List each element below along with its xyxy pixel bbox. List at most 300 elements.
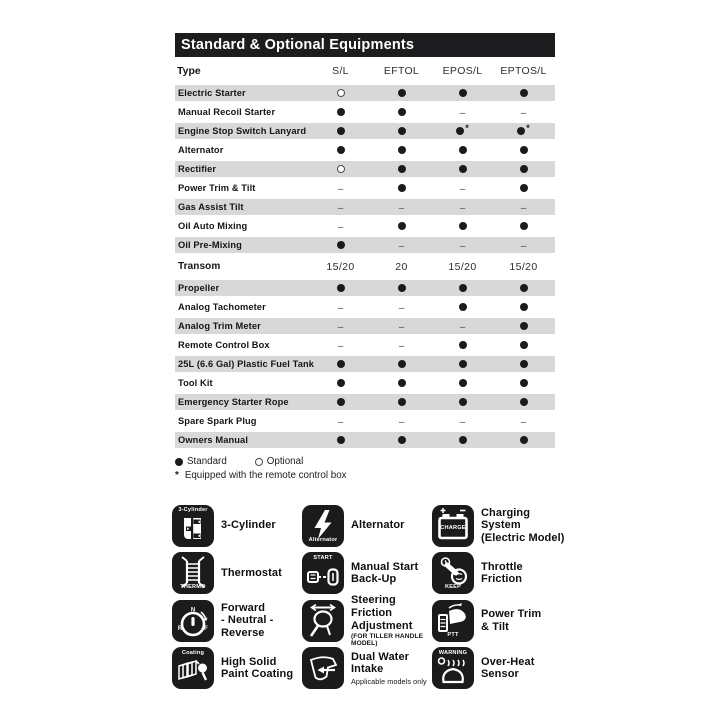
table-row	[175, 432, 555, 448]
table-cell	[432, 258, 493, 274]
no-equipment-dash: –	[520, 108, 527, 119]
no-equipment-dash: –	[520, 241, 527, 252]
steering-friction-icon-glyph	[302, 600, 344, 642]
table-row	[175, 280, 555, 296]
feature-label-line: Intake	[351, 663, 384, 676]
table-cell	[371, 199, 432, 215]
feature-card	[432, 552, 567, 594]
manual-start-icon	[302, 552, 344, 594]
table-row	[175, 318, 555, 334]
feature-label-line: Thermostat	[221, 566, 282, 579]
table-cell	[493, 299, 554, 315]
table-cell	[310, 123, 371, 139]
standard-dot-icon	[337, 360, 345, 368]
standard-dot-icon	[520, 322, 528, 330]
throttle-friction-icon-caption: KEEP	[444, 584, 462, 591]
table-cell	[371, 161, 432, 177]
coating-icon	[172, 647, 214, 689]
table-row	[175, 161, 555, 177]
standard-dot-icon	[398, 379, 406, 387]
table-cell	[493, 318, 554, 334]
feature-sublabel: Applicable models only	[351, 676, 427, 686]
feature-label	[351, 651, 427, 676]
table-column-headers	[175, 57, 555, 85]
feature-label	[481, 656, 534, 681]
standard-dot-icon	[520, 184, 528, 192]
feature-card	[172, 647, 302, 689]
feature-text	[351, 561, 418, 586]
coating-icon-caption: Coating	[181, 649, 205, 656]
throttle-friction-icon	[432, 552, 474, 594]
table-row	[175, 375, 555, 391]
power-trim-tilt-icon	[432, 600, 474, 642]
table-cell	[432, 394, 493, 410]
table-cell	[493, 161, 554, 177]
table-cell	[310, 299, 371, 315]
table-cell	[493, 237, 554, 253]
table-cell	[493, 142, 554, 158]
no-equipment-dash: –	[398, 341, 405, 352]
table-cell	[432, 318, 493, 334]
table-cell	[310, 142, 371, 158]
no-equipment-dash: –	[337, 322, 344, 333]
feature-card	[302, 552, 432, 594]
feature-card	[432, 600, 567, 642]
overheat-sensor-icon-caption: WARNING	[438, 649, 468, 656]
table-cell	[493, 218, 554, 234]
table-cell	[310, 413, 371, 429]
standard-dot-icon	[459, 303, 467, 311]
standard-dot-icon	[459, 89, 467, 97]
feature-label-line: Forward	[221, 601, 266, 614]
feature-text	[221, 656, 293, 681]
table-cell	[371, 258, 432, 274]
no-equipment-dash: –	[520, 203, 527, 214]
standard-dot-icon	[459, 398, 467, 406]
row-label: Power Trim & Tilt	[178, 183, 256, 193]
feature-label-line: Back-Up	[351, 573, 397, 586]
no-equipment-dash: –	[337, 303, 344, 314]
table-cell	[310, 394, 371, 410]
table-row	[175, 199, 555, 215]
standard-dot-icon	[459, 341, 467, 349]
model-column-header-sl: S/L	[332, 65, 349, 77]
table-cell	[493, 85, 554, 101]
feature-label-line: Power Trim	[481, 608, 542, 621]
standard-dot-icon	[520, 360, 528, 368]
feature-text	[481, 656, 534, 681]
standard-dot-icon	[520, 222, 528, 230]
feature-label-line: Sensor	[481, 668, 519, 681]
table-row	[175, 142, 555, 158]
table-row	[175, 256, 555, 276]
table-cell	[310, 337, 371, 353]
transom-value: 20	[395, 261, 408, 273]
feature-label-line: Friction	[481, 573, 523, 586]
legend-optional	[255, 456, 304, 467]
table-cell	[432, 375, 493, 391]
feature-label-line: Over-Heat	[481, 655, 535, 668]
standard-dot-icon	[520, 146, 528, 154]
standard-dot-icon	[520, 284, 528, 292]
feature-text	[481, 507, 567, 545]
table-row	[175, 356, 555, 372]
table-row	[175, 413, 555, 429]
no-equipment-dash: –	[398, 203, 405, 214]
row-label: Analog Trim Meter	[178, 321, 261, 331]
row-label: Tool Kit	[178, 378, 213, 388]
table-cell	[310, 85, 371, 101]
table-row	[175, 218, 555, 234]
legend-standard	[175, 456, 227, 467]
row-label: Engine Stop Switch Lanyard	[178, 126, 307, 136]
row-label: Spare Spark Plug	[178, 416, 257, 426]
table-cell	[432, 161, 493, 177]
table-cell	[432, 85, 493, 101]
feature-label-line: & Tilt	[481, 620, 509, 633]
standard-dot-icon	[337, 379, 345, 387]
feature-card	[172, 552, 302, 594]
feature-label	[481, 608, 541, 633]
feature-card	[172, 600, 302, 642]
standard-dot-icon	[459, 165, 467, 173]
feature-card	[302, 647, 432, 689]
no-equipment-dash: –	[398, 303, 405, 314]
standard-dot-icon	[398, 146, 406, 154]
row-label: Gas Assist Tilt	[178, 202, 244, 212]
table-cell	[310, 180, 371, 196]
standard-dot-icon	[520, 89, 528, 97]
three-cylinder-icon	[172, 505, 214, 547]
row-label: Oil Auto Mixing	[178, 221, 248, 231]
remote-box-asterisk: *	[526, 123, 530, 133]
feature-label-line: Charging System	[481, 506, 531, 532]
transom-row-container	[175, 256, 555, 276]
standard-dot-icon	[398, 127, 406, 135]
table-cell	[310, 199, 371, 215]
table-cell	[493, 258, 554, 274]
three-cylinder-icon-caption: 3-Cylinder	[178, 507, 208, 514]
table-cell	[493, 104, 554, 120]
table-cell	[432, 104, 493, 120]
standard-dot-icon	[520, 398, 528, 406]
feature-card	[302, 505, 432, 547]
feature-card	[432, 505, 567, 547]
table-cell	[371, 318, 432, 334]
table-cell	[432, 280, 493, 296]
standard-dot-icon	[517, 127, 525, 135]
table-cell	[371, 123, 432, 139]
alternator-icon	[302, 505, 344, 547]
table-cell	[493, 123, 554, 139]
standard-dot-icon	[459, 146, 467, 154]
feature-label-line: - Neutral -	[221, 614, 274, 627]
type-column-header: Type	[177, 65, 201, 77]
standard-dot-icon	[398, 108, 406, 116]
standard-dot-icon	[398, 222, 406, 230]
feature-label	[221, 602, 273, 640]
no-equipment-dash: –	[337, 184, 344, 195]
table-title: Standard & Optional Equipments	[175, 33, 555, 57]
model-column-header-eftol: EFTOL	[383, 65, 420, 77]
table-cell	[310, 218, 371, 234]
table-row	[175, 180, 555, 196]
legend-footnote	[175, 470, 555, 481]
standard-dot-icon	[520, 379, 528, 387]
thermostat-icon	[172, 552, 214, 594]
table-cell	[493, 199, 554, 215]
standard-dot-icon	[520, 165, 528, 173]
table-cell	[432, 299, 493, 315]
feature-label-line: High Solid	[221, 655, 277, 668]
transom-value: 15/20	[326, 261, 355, 273]
svg-text:R: R	[177, 625, 183, 632]
equipment-rows-section-2	[175, 280, 555, 448]
equipment-table	[175, 33, 555, 481]
power-trim-tilt-icon-caption: PTT	[447, 631, 459, 638]
standard-dot-icon	[459, 222, 467, 230]
table-cell	[310, 356, 371, 372]
table-cell	[432, 123, 493, 139]
feature-label-line: Adjustment	[351, 619, 413, 632]
table-cell	[493, 337, 554, 353]
charging-system-icon	[432, 505, 474, 547]
no-equipment-dash: –	[337, 417, 344, 428]
feature-label-line: Alternator	[351, 519, 405, 532]
standard-dot-icon	[337, 108, 345, 116]
feature-label	[221, 656, 293, 681]
no-equipment-dash: –	[398, 417, 405, 428]
table-cell	[310, 237, 371, 253]
feature-label-line: Paint Coating	[221, 668, 294, 681]
feature-label-line: Dual Water	[351, 650, 410, 663]
table-cell	[432, 432, 493, 448]
table-cell	[371, 237, 432, 253]
standard-dot-icon	[520, 303, 528, 311]
table-cell	[493, 394, 554, 410]
table-row	[175, 299, 555, 315]
standard-dot-icon	[520, 341, 528, 349]
standard-dot-icon	[520, 436, 528, 444]
standard-dot-icon	[459, 436, 467, 444]
standard-dot-icon	[398, 436, 406, 444]
table-cell	[371, 142, 432, 158]
forward-neutral-reverse-icon	[172, 600, 214, 642]
table-row	[175, 337, 555, 353]
standard-dot-icon	[337, 398, 345, 406]
steering-friction-icon	[302, 600, 344, 642]
no-equipment-dash: –	[459, 241, 466, 252]
standard-dot-icon	[456, 127, 464, 135]
no-equipment-dash: –	[459, 417, 466, 428]
model-column-header-eptosl: EPTOS/L	[500, 65, 547, 77]
row-label: Transom	[178, 260, 221, 272]
standard-dot-icon	[459, 360, 467, 368]
remote-box-asterisk: *	[465, 123, 469, 133]
table-cell	[432, 337, 493, 353]
optional-circle-icon	[337, 89, 345, 97]
standard-dot-icon	[459, 284, 467, 292]
feature-label	[481, 507, 567, 545]
table-cell	[310, 258, 371, 274]
row-label: Electric Starter	[178, 88, 246, 98]
feature-label-line: Steering Friction	[351, 594, 396, 619]
standard-dot-icon	[175, 458, 183, 466]
feature-label	[221, 567, 282, 580]
table-cell	[310, 104, 371, 120]
manual-start-icon-caption: START	[313, 554, 333, 561]
row-label: Oil Pre-Mixing	[178, 240, 242, 250]
table-cell	[371, 218, 432, 234]
equipment-rows-section-1	[175, 85, 555, 253]
table-cell	[371, 394, 432, 410]
table-cell	[493, 356, 554, 372]
transom-value: 15/20	[448, 261, 477, 273]
table-cell	[371, 432, 432, 448]
table-row	[175, 394, 555, 410]
table-cell	[310, 280, 371, 296]
feature-text	[351, 594, 432, 647]
standard-dot-icon	[398, 184, 406, 192]
optional-circle-icon	[255, 458, 263, 466]
alternator-icon-caption: Alternator	[308, 536, 338, 543]
table-row	[175, 85, 555, 101]
row-label: 25L (6.6 Gal) Plastic Fuel Tank	[178, 359, 315, 369]
optional-circle-icon	[337, 165, 345, 173]
svg-text:N: N	[190, 607, 196, 614]
standard-dot-icon	[398, 165, 406, 173]
table-cell	[493, 280, 554, 296]
table-cell	[432, 237, 493, 253]
table-cell	[310, 432, 371, 448]
no-equipment-dash: –	[520, 417, 527, 428]
standard-dot-icon	[337, 436, 345, 444]
charging-system-icon-caption: CHARGE	[440, 524, 466, 531]
feature-text	[221, 567, 282, 580]
table-cell	[493, 413, 554, 429]
legend-optional-label: Optional	[266, 456, 304, 467]
row-label: Analog Tachometer	[178, 302, 266, 312]
feature-text	[481, 608, 541, 633]
footnote-text: Equipped with the remote control box	[184, 470, 347, 481]
table-cell	[371, 413, 432, 429]
table-row	[175, 123, 555, 139]
table-cell	[371, 299, 432, 315]
feature-label-line: Throttle	[481, 560, 523, 573]
standard-dot-icon	[337, 127, 345, 135]
table-cell	[371, 85, 432, 101]
overheat-sensor-icon	[432, 647, 474, 689]
standard-dot-icon	[337, 146, 345, 154]
feature-label-line: Manual Start	[351, 560, 419, 573]
legend-standard-label: Standard	[187, 456, 227, 467]
table-cell	[371, 180, 432, 196]
feature-label-line: Reverse	[221, 627, 265, 640]
feature-text	[481, 561, 523, 586]
standard-dot-icon	[398, 360, 406, 368]
table-cell	[371, 356, 432, 372]
row-label: Propeller	[178, 283, 220, 293]
no-equipment-dash: –	[398, 241, 405, 252]
table-cell	[371, 375, 432, 391]
standard-dot-icon	[337, 284, 345, 292]
transom-value: 15/20	[509, 261, 538, 273]
no-equipment-dash: –	[459, 108, 466, 119]
table-cell	[310, 375, 371, 391]
table-cell	[371, 104, 432, 120]
no-equipment-dash: –	[459, 184, 466, 195]
no-equipment-dash: –	[337, 203, 344, 214]
feature-card	[172, 505, 302, 547]
standard-dot-icon	[398, 89, 406, 97]
table-cell	[432, 218, 493, 234]
legend-symbols-line	[175, 456, 555, 467]
table-cell	[432, 356, 493, 372]
feature-text	[221, 602, 273, 640]
thermostat-icon-caption: THERMO	[180, 584, 206, 591]
table-cell	[432, 180, 493, 196]
row-label: Rectifier	[178, 164, 217, 174]
no-equipment-dash: –	[459, 203, 466, 214]
table-cell	[371, 337, 432, 353]
table-cell	[493, 432, 554, 448]
standard-dot-icon	[398, 284, 406, 292]
no-equipment-dash: –	[398, 322, 405, 333]
row-label: Alternator	[178, 145, 224, 155]
forward-neutral-reverse-icon-glyph	[172, 600, 214, 642]
table-cell	[432, 199, 493, 215]
row-label: Remote Control Box	[178, 340, 270, 350]
feature-icon-grid	[172, 502, 567, 692]
no-equipment-dash: –	[459, 322, 466, 333]
feature-label-line: (Electric Model)	[481, 532, 565, 545]
feature-label	[351, 561, 418, 586]
standard-dot-icon	[459, 379, 467, 387]
standard-dot-icon	[398, 398, 406, 406]
feature-label	[351, 594, 432, 632]
footnote-asterisk: *	[175, 470, 179, 481]
standard-dot-icon	[337, 241, 345, 249]
table-cell	[371, 280, 432, 296]
table-cell	[310, 318, 371, 334]
dual-water-intake-icon	[302, 647, 344, 689]
table-row	[175, 104, 555, 120]
feature-text	[351, 651, 427, 686]
table-cell	[310, 161, 371, 177]
table-cell	[493, 180, 554, 196]
table-row	[175, 237, 555, 253]
feature-sublabel: (FOR TILLER HANDLE MODEL)	[351, 633, 424, 648]
table-cell	[432, 142, 493, 158]
dual-water-intake-icon-glyph	[302, 647, 344, 689]
feature-card	[302, 594, 432, 647]
no-equipment-dash: –	[337, 341, 344, 352]
feature-text	[221, 519, 276, 532]
feature-text	[351, 519, 405, 532]
feature-card	[432, 647, 567, 689]
feature-label	[481, 561, 523, 586]
feature-label	[351, 519, 405, 532]
svg-text:F: F	[204, 625, 208, 632]
row-label: Owners Manual	[178, 435, 249, 445]
no-equipment-dash: –	[337, 222, 344, 233]
row-label: Manual Recoil Starter	[178, 107, 276, 117]
table-cell	[432, 413, 493, 429]
table-cell	[493, 375, 554, 391]
legend	[175, 456, 555, 481]
feature-label	[221, 519, 276, 532]
feature-label-line: 3-Cylinder	[221, 519, 276, 532]
